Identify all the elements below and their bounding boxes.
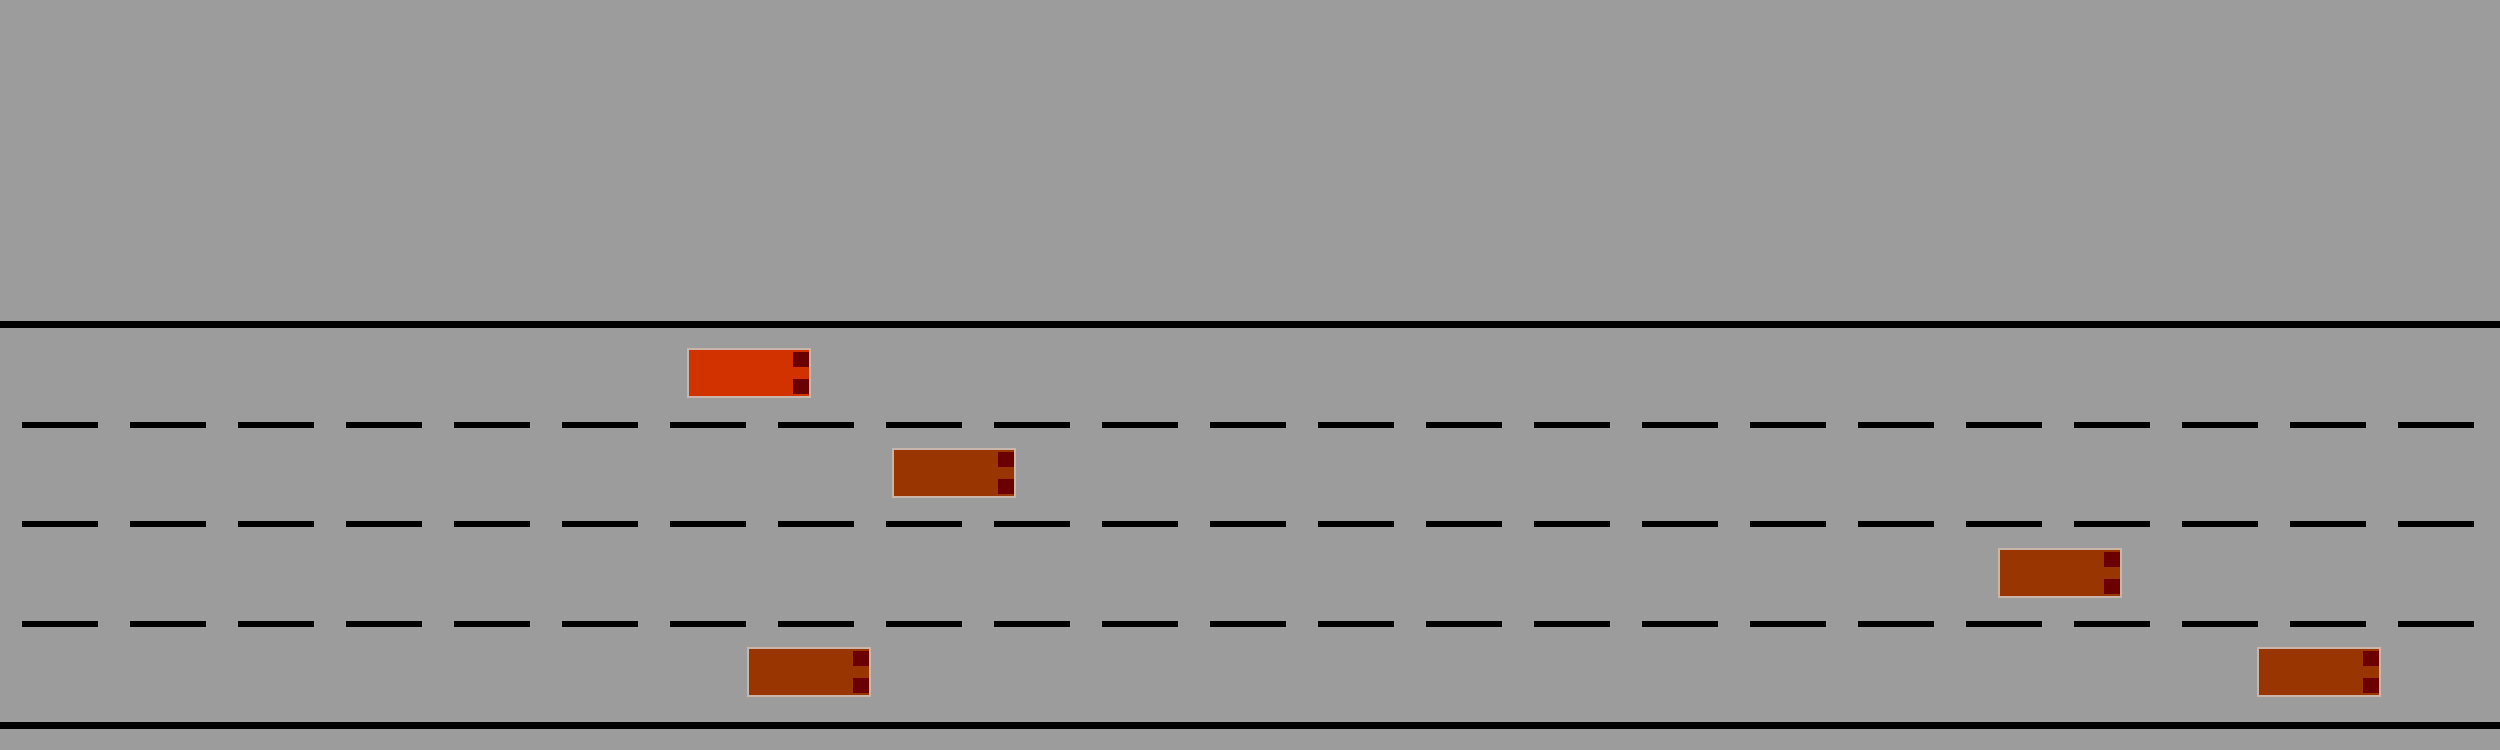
lane-dash — [1966, 521, 2042, 527]
lane-dash — [1642, 621, 1718, 627]
lane-dash — [2290, 621, 2366, 627]
lane-dash — [346, 521, 422, 527]
lane-dash — [346, 422, 422, 428]
lane-dash — [1426, 422, 1502, 428]
lane-dash — [994, 621, 1070, 627]
lane-dash — [562, 422, 638, 428]
ego-car — [687, 348, 811, 398]
lane-dash — [2290, 521, 2366, 527]
lane-dash — [1642, 521, 1718, 527]
road-bottom-boundary — [0, 722, 2500, 729]
lane-dash — [1102, 621, 1178, 627]
lane-dash — [1750, 422, 1826, 428]
lane-dash — [886, 621, 962, 627]
tail-light — [853, 678, 869, 693]
lane-dash — [1426, 621, 1502, 627]
lane-dash — [2074, 621, 2150, 627]
tail-light — [2363, 651, 2379, 666]
lane-dash — [454, 422, 530, 428]
lane-dash — [238, 521, 314, 527]
lane-dash — [1750, 621, 1826, 627]
lane-dash — [2398, 621, 2474, 627]
lane-dash — [562, 521, 638, 527]
lane-dash — [22, 521, 98, 527]
lane-dash — [454, 521, 530, 527]
lane-dash — [2182, 422, 2258, 428]
tail-light — [793, 379, 809, 394]
lane-dash — [1534, 422, 1610, 428]
tail-light — [2363, 678, 2379, 693]
traffic-car — [1998, 548, 2122, 598]
lane-dash — [994, 422, 1070, 428]
lane-divider-3 — [0, 621, 2500, 627]
lane-dash — [2290, 422, 2366, 428]
lane-dash — [238, 422, 314, 428]
lane-dash — [778, 621, 854, 627]
lane-dash — [670, 621, 746, 627]
lane-dash — [130, 521, 206, 527]
lane-dash — [454, 621, 530, 627]
traffic-car — [747, 647, 871, 697]
lane-dash — [1210, 621, 1286, 627]
tail-light — [998, 452, 1014, 467]
lane-dash — [1102, 422, 1178, 428]
lane-dash — [130, 422, 206, 428]
lane-dash — [2398, 422, 2474, 428]
lane-divider-2 — [0, 521, 2500, 527]
tail-light — [853, 651, 869, 666]
lane-dash — [1858, 621, 1934, 627]
lane-dash — [1750, 521, 1826, 527]
lane-dash — [346, 621, 422, 627]
lane-dash — [2182, 521, 2258, 527]
lane-dash — [1966, 422, 2042, 428]
lane-dash — [1318, 422, 1394, 428]
lane-dash — [1534, 621, 1610, 627]
lane-dash — [886, 422, 962, 428]
lane-dash — [886, 521, 962, 527]
tail-light — [793, 352, 809, 367]
lane-dash — [1210, 422, 1286, 428]
lane-dash — [238, 621, 314, 627]
tail-light — [2104, 552, 2120, 567]
lane-dash — [1102, 521, 1178, 527]
road-top-boundary — [0, 321, 2500, 328]
lane-dash — [1858, 422, 1934, 428]
lane-dash — [670, 521, 746, 527]
lane-dash — [778, 422, 854, 428]
tail-light — [2104, 579, 2120, 594]
lane-dash — [1426, 521, 1502, 527]
lane-dash — [2074, 422, 2150, 428]
lane-dash — [2074, 521, 2150, 527]
lane-dash — [22, 422, 98, 428]
lane-dash — [778, 521, 854, 527]
lane-dash — [994, 521, 1070, 527]
lane-dash — [2182, 621, 2258, 627]
lane-dash — [1534, 521, 1610, 527]
lane-dash — [1318, 521, 1394, 527]
traffic-car — [2257, 647, 2381, 697]
lane-dash — [1318, 621, 1394, 627]
lane-dash — [130, 621, 206, 627]
lane-dash — [1642, 422, 1718, 428]
lane-dash — [1966, 621, 2042, 627]
tail-light — [998, 479, 1014, 494]
lane-dash — [670, 422, 746, 428]
lane-dash — [562, 621, 638, 627]
lane-dash — [2398, 521, 2474, 527]
traffic-car — [892, 448, 1016, 498]
lane-dash — [1210, 521, 1286, 527]
lane-dash — [22, 621, 98, 627]
lane-dash — [1858, 521, 1934, 527]
lane-divider-1 — [0, 422, 2500, 428]
